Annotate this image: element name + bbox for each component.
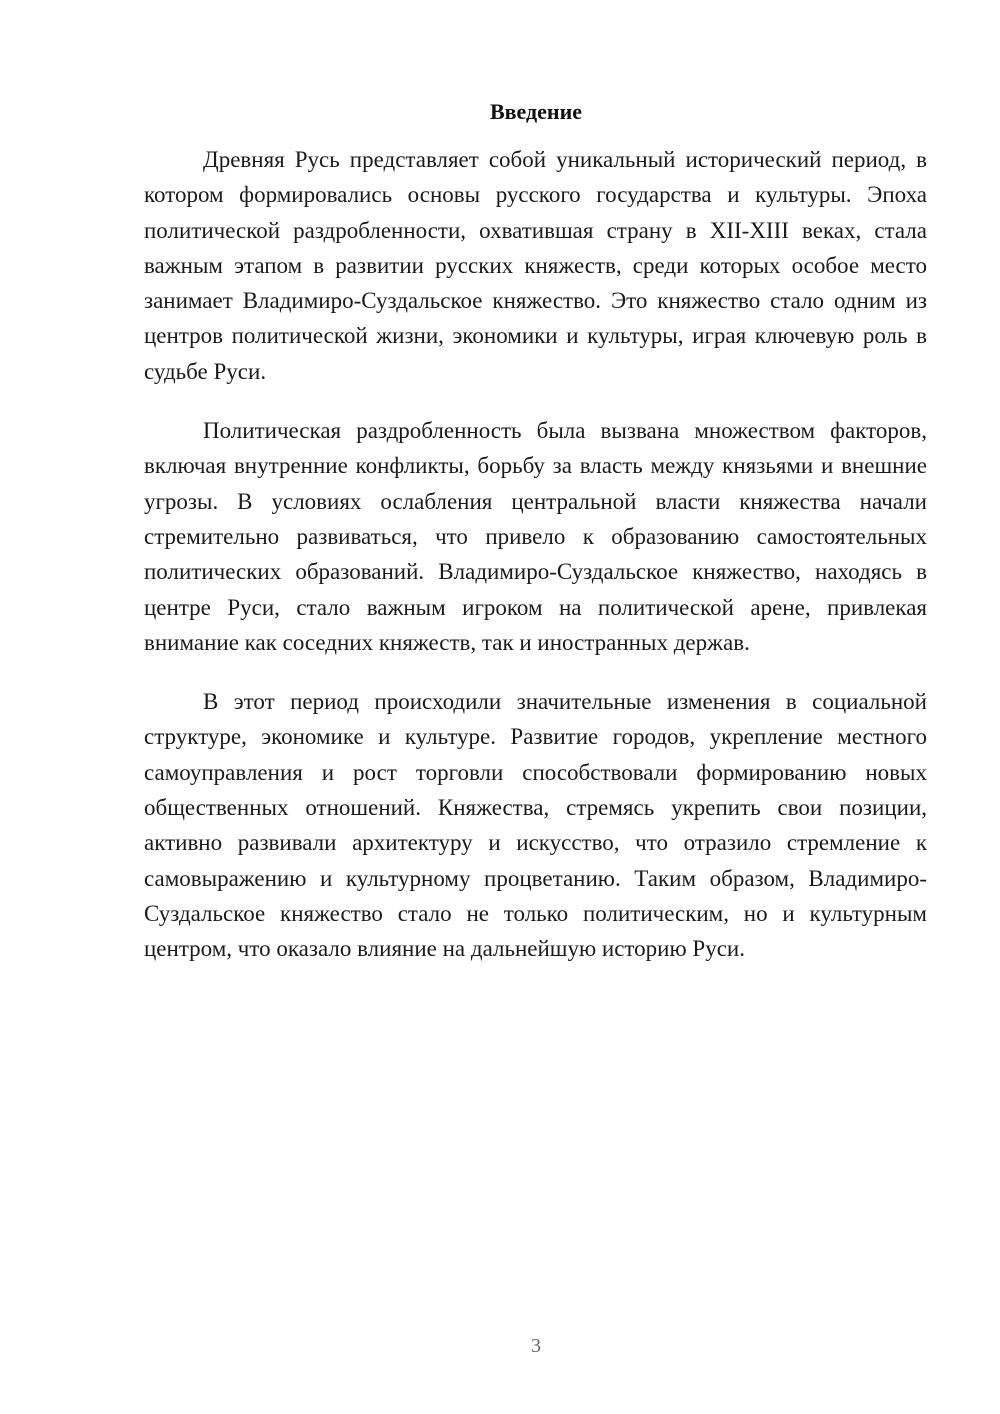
paragraph-3: В этот период происходили значительные изменения в социальной структуре, экономике и культуре. Развитие городов, укрепление местного самоуправления и рост торговли способствовали формированию новых общественных отношений. Княжества, стремясь укрепить свои позиции, активно развивали архитектуру и искусство, что отразило стремление к самовыражению и культурному процветанию. Таким образом, Владимиро-Суздальское княжество стало не только политическим, но и культурным центром, что оказало влияние на дальнейшую историю Руси. — [144, 689, 927, 962]
paragraph-1: Древняя Русь представляет собой уникальный исторический период, в котором формировались основы русского государства и культуры. Эпоха политической раздробленности, охватившая страну в XII-XIII веках, стала важным этапом в развитии русских княжеств, среди которых особое место занимает Владимиро-Суздальское княжество. Это княжество стало одним из центров политической жизни, экономики и культуры, играя ключевую роль в судьбе Руси. — [144, 147, 927, 384]
page-number: 3 — [531, 1335, 541, 1357]
section-heading: Введение — [489, 99, 583, 124]
body-text — [144, 142, 927, 991]
paragraph-2: Политическая раздробленность была вызвана множеством факторов, включая внутренние конфликты, борьбу за власть между князьями и внешние угрозы. В условиях ослабления центральной власти княжества начали стремительно развиваться, что привело к образованию самостоятельных политических образований. Владимиро-Суздальское княжество, находясь в центре Руси, стало важным игроком на политической арене, привлекая внимание как соседних княжеств, так и иностранных держав. — [144, 418, 927, 655]
